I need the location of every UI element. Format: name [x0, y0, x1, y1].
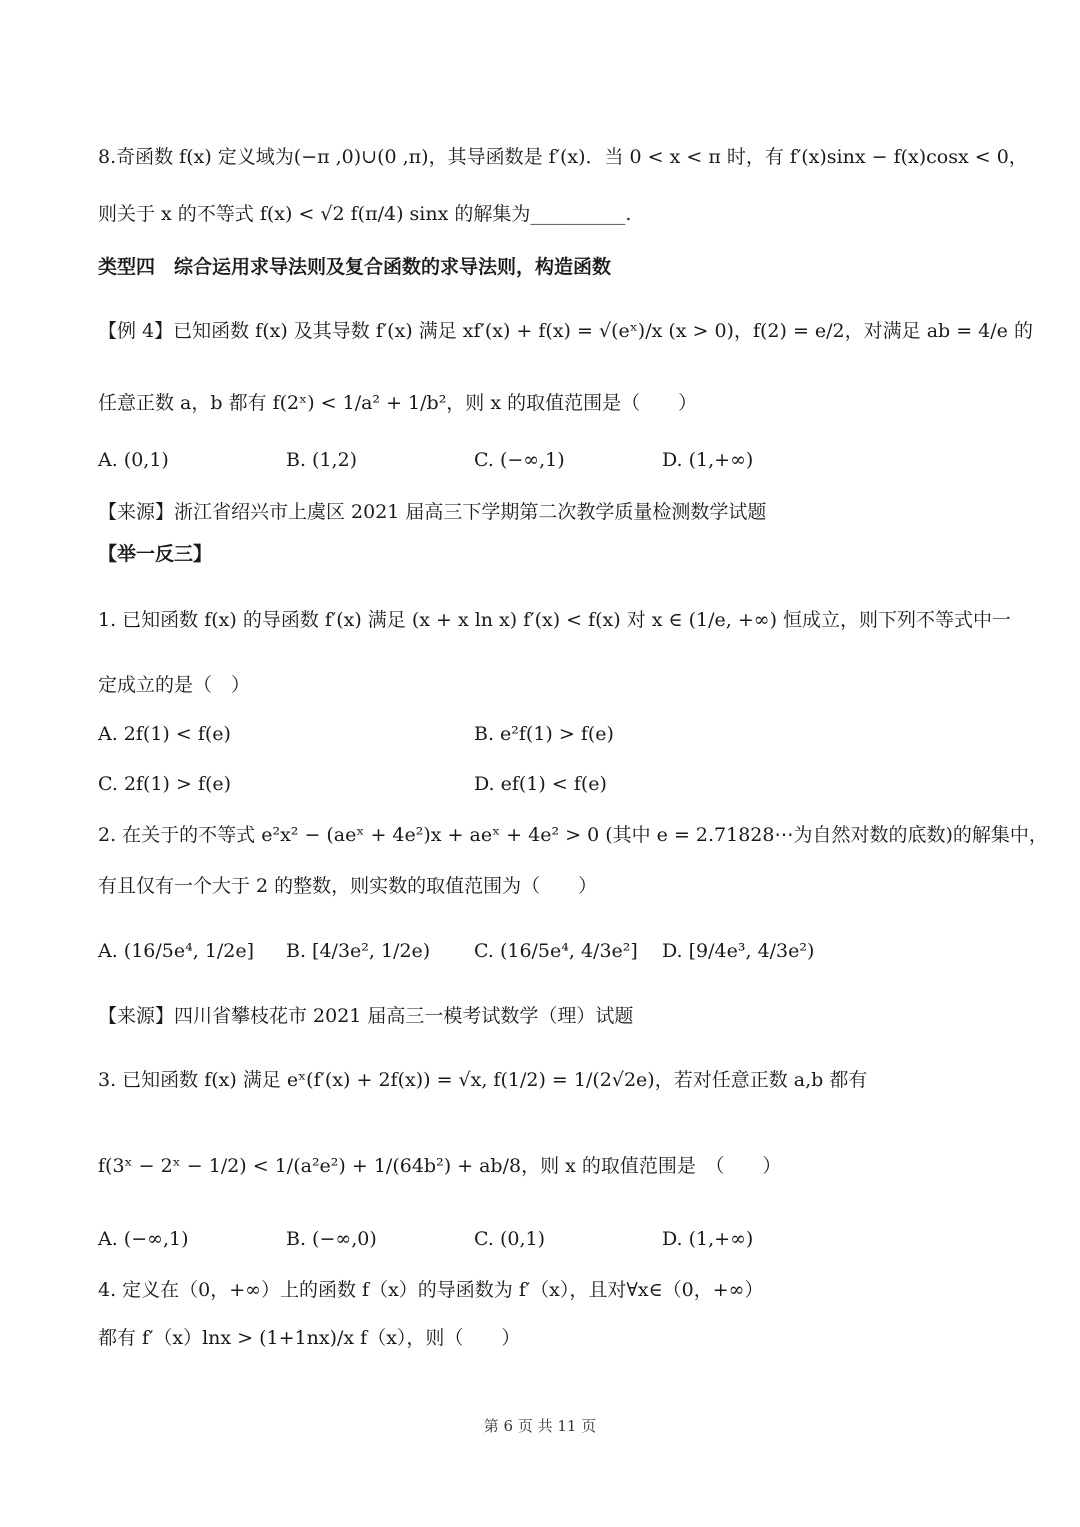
question-4-line-2: 都有 f′（x）lnx > (1+1nx)/x f（x），则（ ）: [98, 1327, 521, 1349]
option-a: A. 2f(1) < f(e): [98, 723, 231, 745]
example-4-line-2: 任意正数 a，b 都有 f(2ˣ) < 1/a² + 1/b²，则 x 的取值范围是（ ）: [98, 392, 698, 414]
question-2-line-1: 2. 在关于的不等式 e²x² − (aeˣ + 4e²)x + aeˣ + 4e² > 0 (其中 e = 2.71828⋯为自然对数的底数)的解集中，: [98, 824, 1048, 846]
option-b: B. e²f(1) > f(e): [474, 723, 614, 745]
page-footer: 第 6 页 共 11 页: [483, 1417, 597, 1435]
question-2-source: 【来源】四川省攀枝花市 2021 届高三一模考试数学（理）试题: [98, 1005, 634, 1027]
option-c: C. (−∞,1): [474, 449, 565, 471]
example-4-source: 【来源】浙江省绍兴市上虞区 2021 届高三下学期第二次教学质量检测数学试题: [98, 501, 767, 523]
option-d: D. [9/4e³, 4/3e²): [662, 940, 815, 962]
option-c: C. (16/5e⁴, 4/3e²]: [474, 940, 638, 962]
option-a: A. (16/5e⁴, 1/2e]: [98, 940, 255, 962]
question-1-line-2: 定成立的是（ ）: [98, 674, 251, 696]
option-d: D. (1,+∞): [662, 1228, 754, 1250]
option-b: B. (−∞,0): [286, 1228, 377, 1250]
question-3-line-1: 3. 已知函数 f(x) 满足 eˣ(f′(x) + 2f(x)) = √x, f(1/2) = 1/(2√2e)，若对任意正数 a,b 都有: [98, 1069, 868, 1091]
option-d: D. (1,+∞): [662, 449, 754, 471]
question-4-line-1: 4. 定义在（0，+∞）上的函数 f（x）的导函数为 f′（x），且对∀x∈（0，+∞）: [98, 1279, 764, 1301]
option-b: B. (1,2): [286, 449, 358, 471]
type4-heading: 类型四 综合运用求导法则及复合函数的求导法则，构造函数: [98, 256, 612, 278]
question-3-line-2: f(3ˣ − 2ˣ − 1/2) < 1/(a²e²) + 1/(64b²) + ab/8，则 x 的取值范围是 （ ）: [98, 1155, 782, 1177]
option-c: C. 2f(1) > f(e): [98, 773, 232, 795]
option-d: D. ef(1) < f(e): [474, 773, 607, 795]
option-a: A. (0,1): [98, 449, 169, 471]
question-2-line-2: 有且仅有一个大于 2 的整数，则实数的取值范围为（ ）: [98, 875, 598, 897]
option-c: C. (0,1): [474, 1228, 545, 1250]
option-a: A. (−∞,1): [98, 1228, 189, 1250]
practice-heading: 【举一反三】: [98, 543, 213, 565]
problem-8-line-2: 则关于 x 的不等式 f(x) < √2 f(π/4) sinx 的解集为__________.: [98, 203, 632, 225]
example-4-line-1: 【例 4】已知函数 f(x) 及其导数 f′(x) 满足 xf′(x) + f(x) = √(eˣ)/x (x > 0)，f(2) = e/2，对满足 ab = 4/e 的: [98, 320, 1033, 342]
problem-8-line-1: 8.奇函数 f(x) 定义域为(−π ,0)∪(0 ,π)，其导函数是 f′(x)．当 0 < x < π 时，有 f′(x)sinx − f(x)cosx < 0，: [98, 146, 1028, 168]
question-1-line-1: 1. 已知函数 f(x) 的导函数 f′(x) 满足 (x + x ln x) f′(x) < f(x) 对 x ∈ (1/e, +∞) 恒成立，则下列不等式中一: [98, 609, 1012, 631]
option-b: B. [4/3e², 1/2e): [286, 940, 431, 962]
